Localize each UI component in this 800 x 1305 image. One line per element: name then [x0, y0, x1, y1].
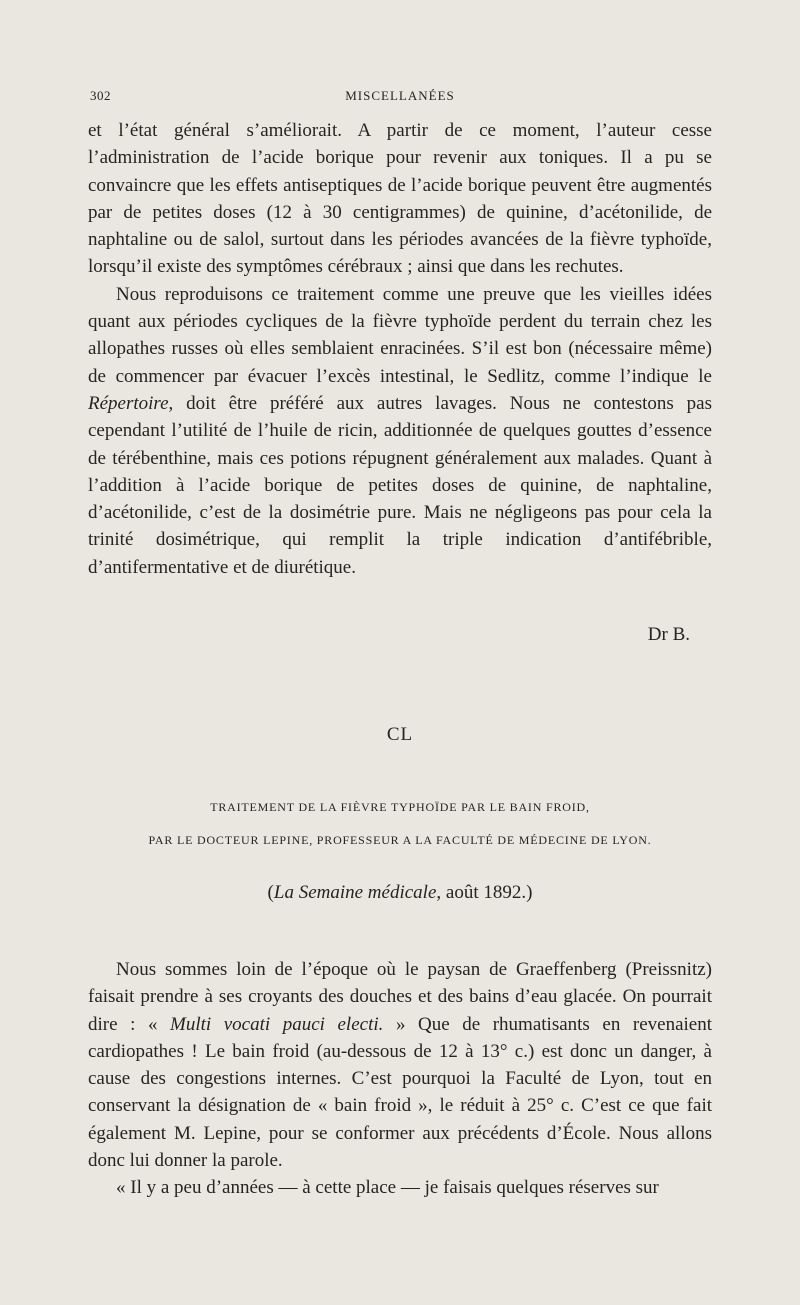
page-number: 302: [90, 88, 111, 103]
heading-line-2: PAR LE DOCTEUR LEPINE, PROFESSEUR A LA FACULTÉ DE MÉDECINE DE LYON.: [148, 833, 652, 847]
citation-date: , août 1892.): [436, 882, 533, 903]
chapter-number: CL: [386, 724, 414, 745]
top-text-block: [88, 117, 712, 581]
paragraph-traitement-commentary: [88, 281, 712, 581]
continued-paragraph: et l’état général s’améliorait. A partir de ce moment, l’auteur cesse l’administration de l’acide borique pour revenir aux toniques. Il a pu se convaincre que les effets antiseptiques de l’acide borique peuvent être augmentés par de petites doses (12 à 30 centigrammes) de quinine, d’acétonilide, de naphtaline ou de salol, surtout dans les périodes avancées de la fièvre typhoïde, lorsqu’il existe des symptômes cérébraux ; ainsi que dans les rechutes.: [88, 120, 712, 278]
paragraph-bain-froid: [88, 956, 712, 1174]
bottom-text-block: [88, 956, 712, 1202]
paragraph-2-text-end: , doit être préféré aux autres lavages. Nous ne contestons pas cependant l’utilité de l’huile de ricin, additionnée de quelques gouttes d’essence de térébenthine, mais ces potions répugnent généralement aux malades. Quant à l’addition à l’acide borique de petites doses de quinine, de naphtaline, d’acétonilide, c’est de la dosimétrie pure. Mais ne négligeons pas pour cela la trinité dosimétrique, qui remplit la triple indication d’antifébrible, d’antifermentative et de diurétique.: [88, 392, 712, 578]
paragraph-quotation-start: « Il y a peu d’années — à cette place — je faisais quelques réserves sur: [116, 1177, 659, 1199]
paragraph-3-text-end: » Que de rhumatisants en revenaient cardiopathes ! Le bain froid (au-dessous de 12 à 13° c.) est donc un danger, à cause des congestions internes. C’est pourquoi la Faculté de Lyon, tout en conservant la désignation de « bain froid », le réduit à 25° c. C’est ce que fait également M. Lepine, pour se conformer aux précédents d’École. Nous allons donc lui donner la parole.: [88, 1013, 712, 1172]
citation-open: (: [267, 882, 274, 903]
citation: [0, 882, 800, 904]
paragraph-3-emphasis: Multi vocati pauci electi.: [170, 1013, 384, 1035]
paragraph-3-text-start: Nous sommes loin de l’époque où le paysan de Graeffenberg (Preissnitz) faisait prendre à ses croyants des douches et des bains d’eau glacée. On pourrait dire : «: [88, 959, 712, 1035]
paragraph-2-text-start: Nous reproduisons ce traitement comme une preuve que les vieilles idées quant aux périodes cycliques de la fièvre typhoïde perdent du terrain chez les allopathes russes où elles semblaient enracinées. S’il est bon (nécessaire même) de commencer par évacuer l’excès intestinal, le Sedlitz, comme l’indique le: [88, 283, 712, 387]
running-title: MISCELLANÉES: [345, 88, 455, 103]
paragraph-2-emphasis: Répertoire: [88, 392, 169, 414]
signature: Dr B.: [647, 624, 690, 645]
citation-journal: La Semaine médicale: [273, 882, 437, 903]
heading-line-1: TRAITEMENT DE LA FIÈVRE TYPHOÏDE PAR LE BAIN FROID,: [210, 800, 590, 814]
running-head: [90, 88, 710, 108]
